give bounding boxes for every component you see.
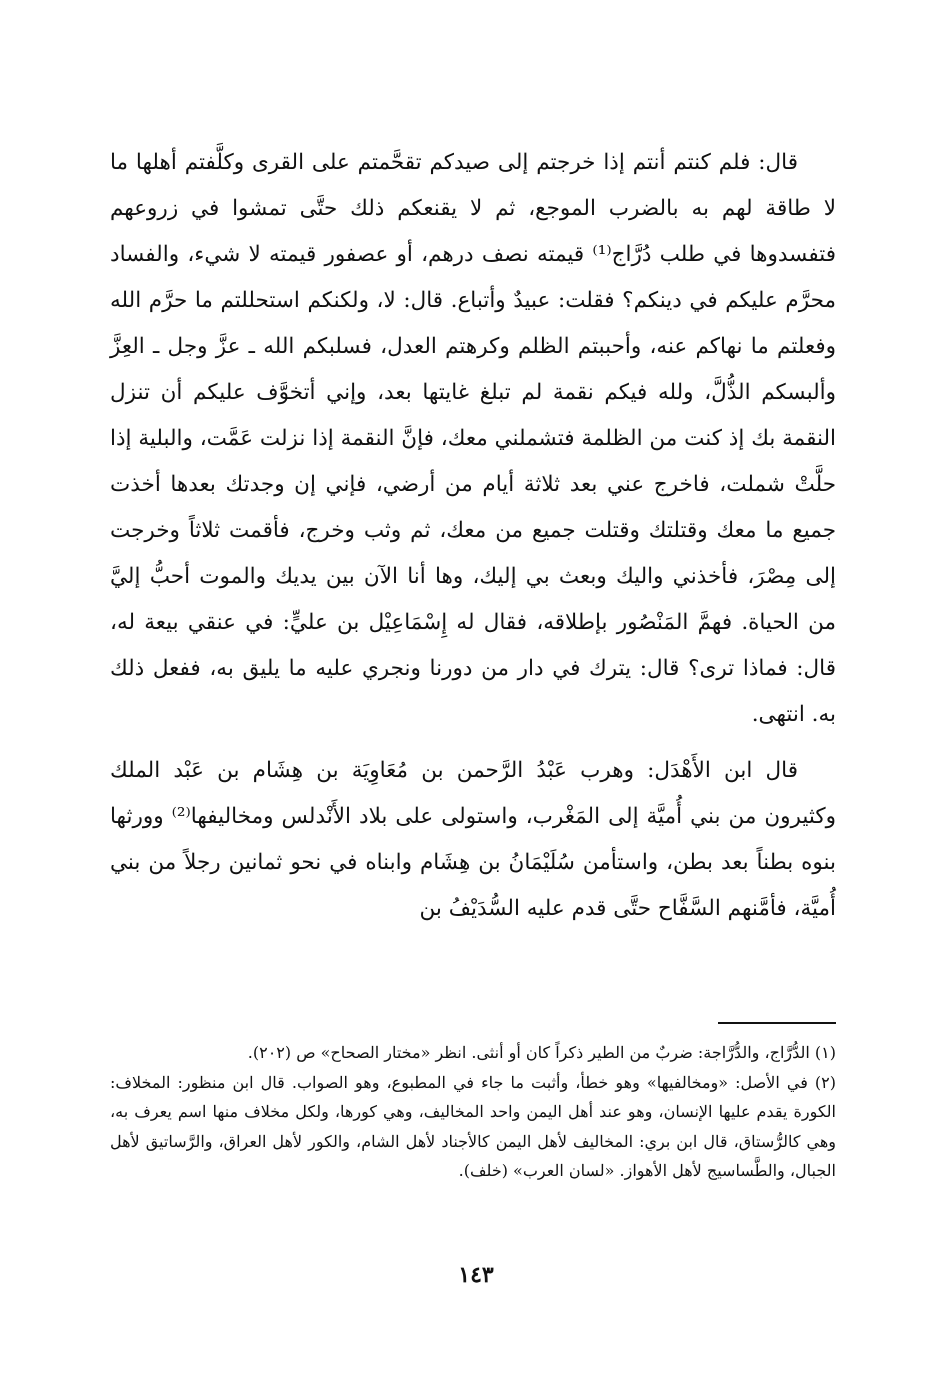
- footnote-separator: [718, 1022, 836, 1024]
- page-number: ١٤٣: [458, 1262, 494, 1288]
- footnote-1: (١) الدُّرَّاج، والدُّرَّاجة: ضربٌ من الطير ذكراً كان أو أنثى. انظر «مختار الصحاح» ص (٢٠٢).: [247, 1043, 836, 1062]
- footnote-2: (٢) في الأصل: «ومخالفيها» وهو خطأ، وأثبت ما جاء في المطبوع، وهو الصواب. قال ابن منظور: المخلاف: الكورة يقدم عليها الإنسان، وهو عند أهل اليمن واحد المخاليف، وهي كورها، ولكل مخلاف منها اسم يعرف به، وهي كالرُّستاق، قال ابن بري: المخاليف لأهل اليمن كالأجناد لأهل الشام، والكور لأهل العراق، والرَّساتيق لأهل الجبال، والطَّساسيج لأهل الأهواز. «لسان العرب» (خلف).: [110, 1072, 836, 1180]
- paragraph-2: قال ابن الأَهْدَل: وهرب عَبْدُ الرَّحمن بن مُعَاوِيَة بن هِشَام بن عَبْد الملك وكثيرون من بني أُميَّة إلى المَغْرب، واستولى على بلاد الأَنْدلس ومخاليفها⁽²⁾ وورثها بنوه بطناً بعد بطن، واستأمن سُلَيْمَانُ بن هِشَام وابناه في نحو ثمانين رجلاً من بني أُميَّة، فأمَّنهم السَّفَّاح حتَّى قدم عليه السُّدَيْفُ بن: [110, 758, 836, 921]
- main-text: [110, 140, 836, 932]
- paragraph-1: قال: فلم كنتم أنتم إذا خرجتم إلى صيدكم تقحَّمتم على القرى وكلَّفتم أهلها ما لا طاقة لهم به بالضرب الموجع، ثم لا يقنعكم ذلك حتَّى تمشوا في زروعهم فتفسدوها في طلب دُرَّاج⁽¹⁾ قيمته نصف درهم، أو عصفور قيمته لا شيء، والفساد محرَّم عليكم في دينكم؟ فقلت: عبيدٌ وأتباع. قال: لا، ولكنكم استحللتم ما حرَّم الله وفعلتم ما نهاكم عنه، وأحببتم الظلم وكرهتم العدل، فسلبكم الله ـ عزَّ وجل ـ العِزَّ وألبسكم الذُّلَّ، ولله فيكم نقمة لم تبلغ غايتها بعد، وإني أتخوَّف عليكم أن تنزل النقمة بك إذ كنت من الظلمة فتشملني معك، فإنَّ النقمة إذا نزلت عَمَّت، والبلية إذا حلَّتْ شملت، فاخرج عني بعد ثلاثة أيام من أرضي، فإني إن وجدتك بعدها أخذت جميع ما معك وقتلتك وقتلت جميع من معك، ثم وثب وخرج، فأقمت ثلاثاً وخرجت إلى مِصْرَ، فأخذني واليك وبعث بي إليك، وها أنا الآن بين يديك والموت أحبُّ إليَّ من الحياة. فهمَّ المَنْصُور بإطلاقه، فقال له إِسْمَاعِيْل بن عليٍّ: في عنقي بيعة له، قال: فماذا ترى؟ قال: يترك في دار من دورنا ونجري عليه ما يليق به، ففعل ذلك به. انتهى.: [110, 150, 836, 727]
- footnotes: [110, 1038, 836, 1186]
